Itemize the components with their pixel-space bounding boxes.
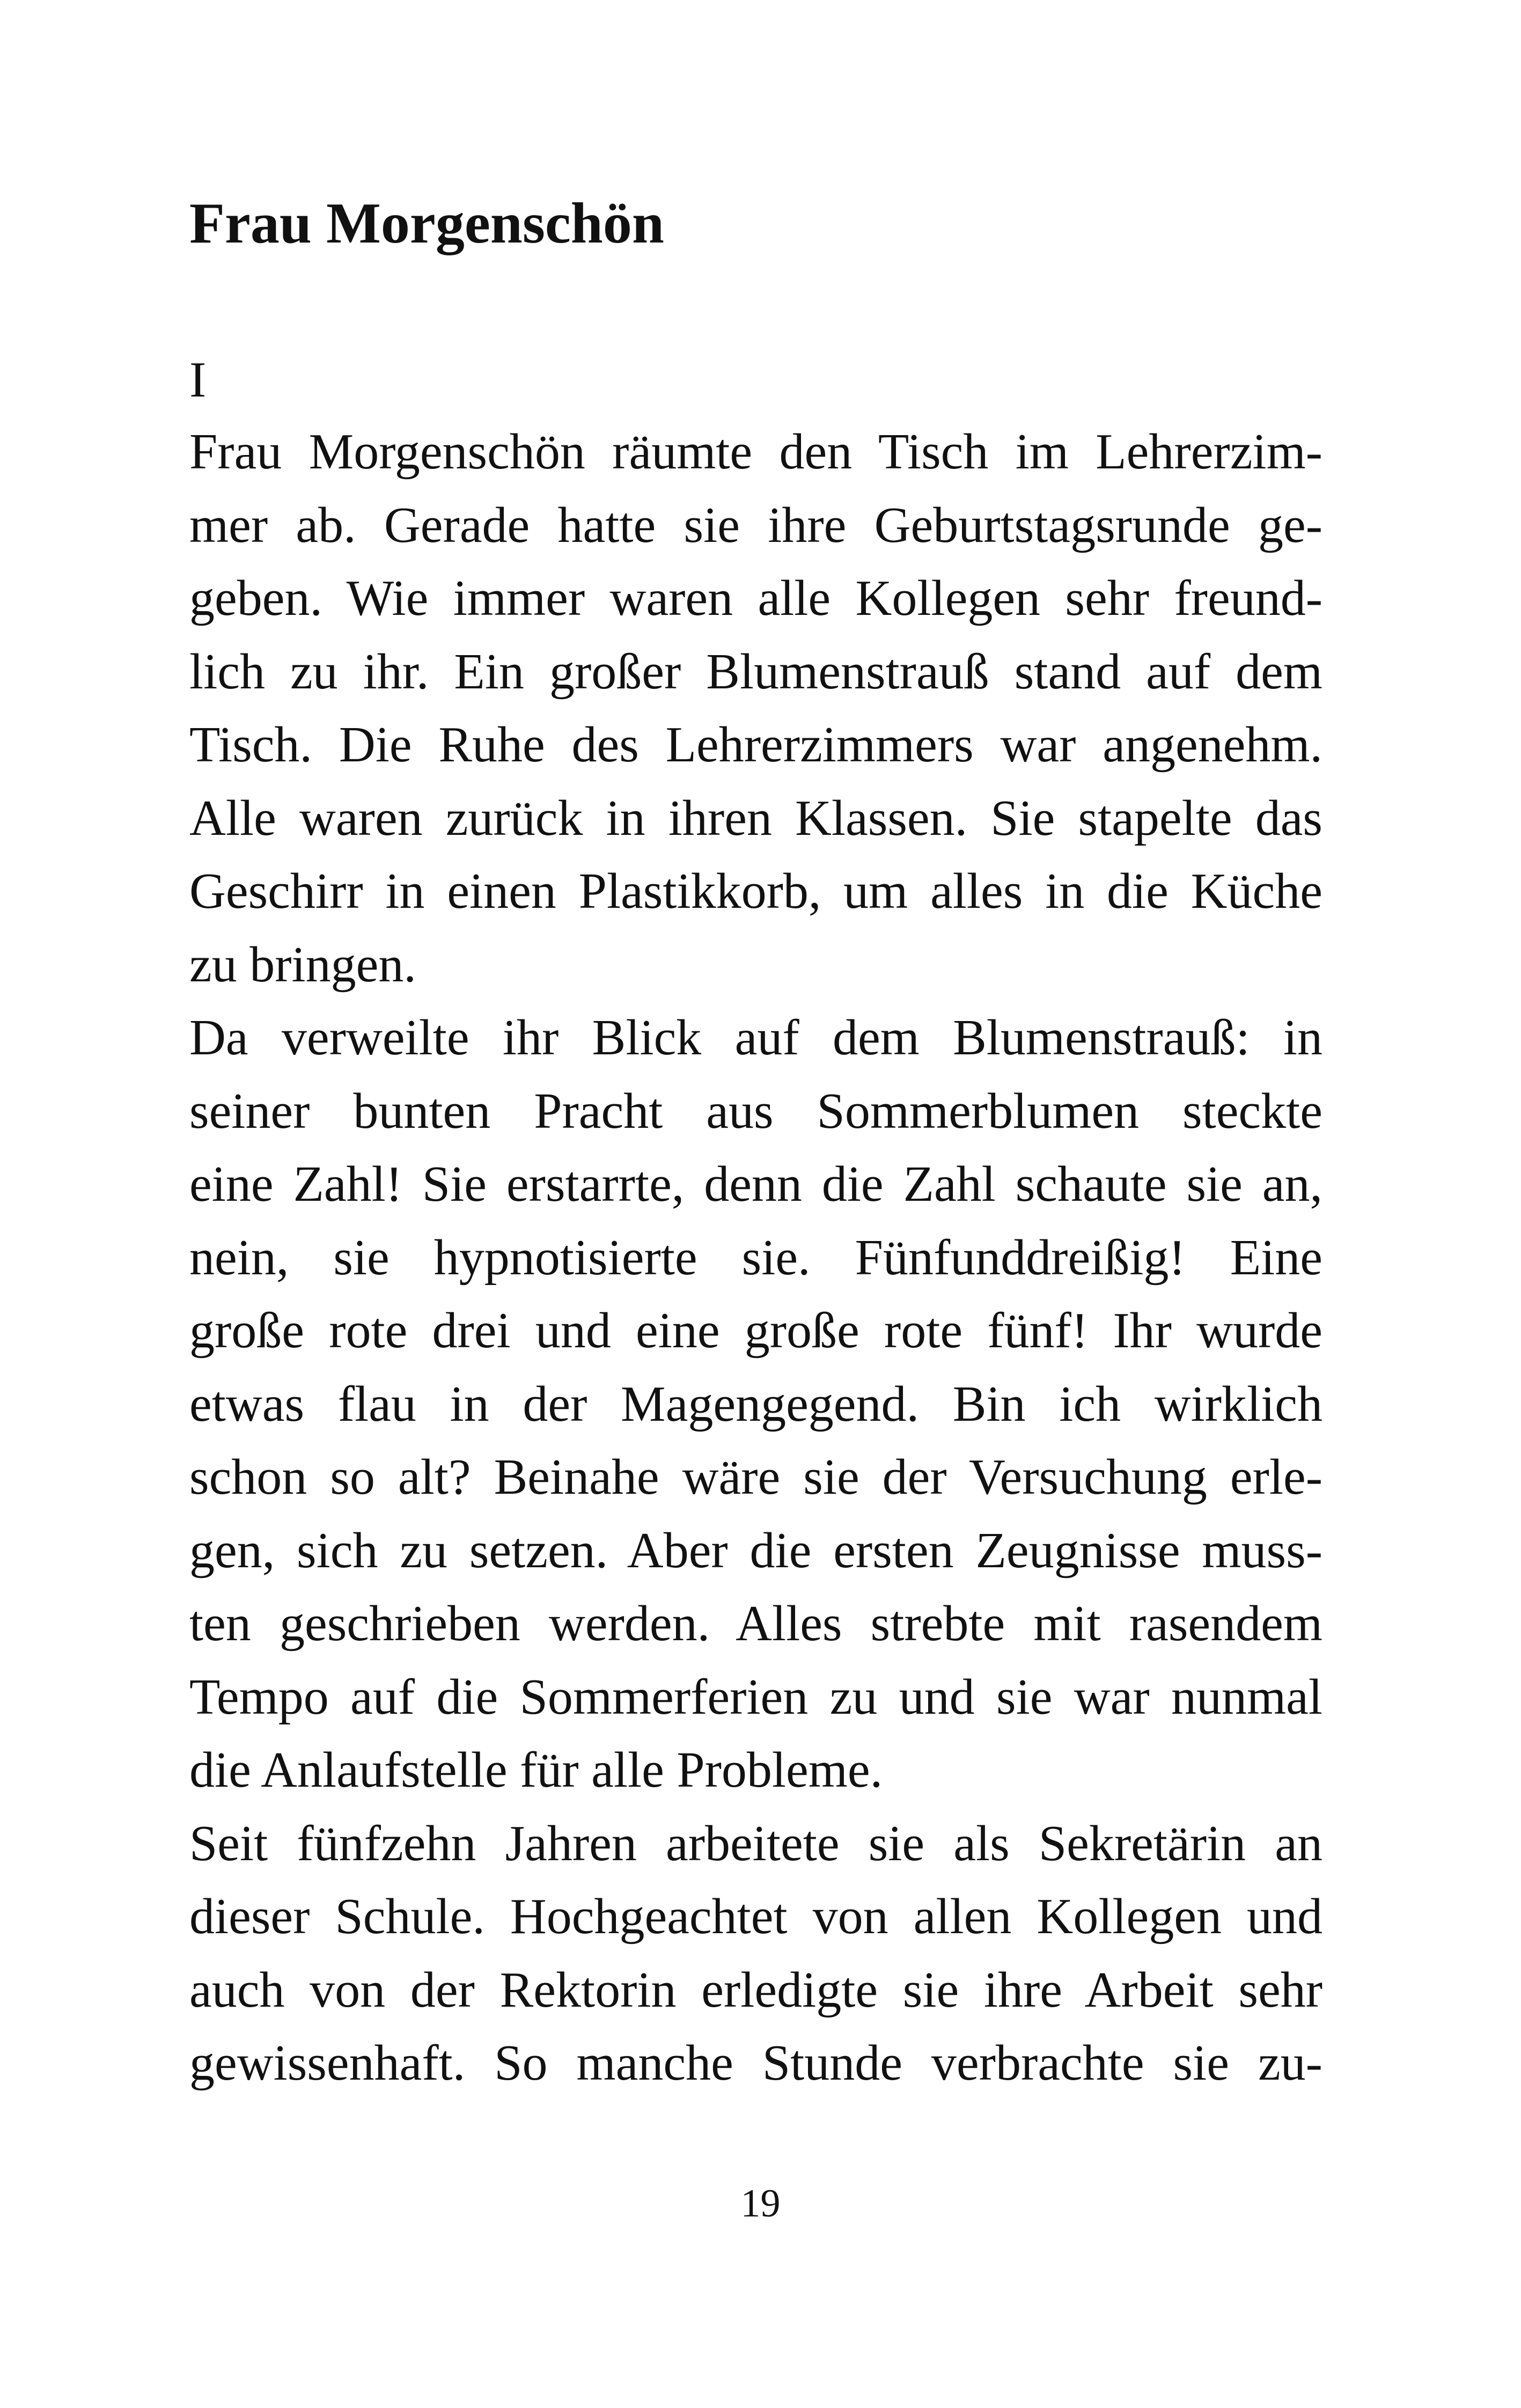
text-line: Da verweilte ihr Blick auf dem Blumenstrauß: in xyxy=(189,1010,1322,1066)
text-line: schon so alt? Beinahe wäre sie der Versuchung erle- xyxy=(189,1449,1322,1505)
page-number: 19 xyxy=(740,2182,781,2226)
chapter-title: Frau Morgenschön xyxy=(189,192,664,255)
text-line: große rote drei und eine große rote fünf! Ihr wurde xyxy=(189,1303,1322,1359)
text-line: Tempo auf die Sommerferien zu und sie war nunmal xyxy=(189,1669,1322,1725)
text-line: mer ab. Gerade hatte sie ihre Geburtstagsrunde ge- xyxy=(189,497,1322,553)
body-text xyxy=(189,415,1322,2100)
text-line: die Anlaufstelle für alle Probleme. xyxy=(189,1742,883,1798)
text-line: Alle waren zurück in ihren Klassen. Sie stapelte das xyxy=(189,790,1322,846)
text-line: ten geschrieben werden. Alles strebte mit rasendem xyxy=(189,1596,1322,1651)
text-line: etwas flau in der Magengegend. Bin ich wirklich xyxy=(189,1376,1322,1432)
text-line: nein, sie hypnotisierte sie. Fünfunddreißig! Eine xyxy=(189,1229,1322,1286)
text-line: geben. Wie immer waren alle Kollegen sehr freund- xyxy=(189,570,1322,626)
text-line: zu bringen. xyxy=(189,936,416,993)
section-marker: I xyxy=(189,352,207,408)
text-line: eine Zahl! Sie erstarrte, denn die Zahl schaute sie an, xyxy=(189,1156,1322,1212)
text-line: gen, sich zu setzen. Aber die ersten Zeugnisse muss- xyxy=(189,1522,1322,1579)
text-line: lich zu ihr. Ein großer Blumenstrauß stand auf dem xyxy=(189,643,1322,700)
text-line: seiner bunten Pracht aus Sommerblumen steckte xyxy=(189,1083,1322,1139)
text-line: auch von der Rektorin erledigte sie ihre Arbeit sehr xyxy=(189,1962,1322,2018)
text-line: gewissenhaft. So manche Stunde verbrachte sie zu- xyxy=(189,2035,1322,2091)
text-line: Frau Morgenschön räumte den Tisch im Lehrerzim- xyxy=(189,424,1322,480)
text-line: dieser Schule. Hochgeachtet von allen Kollegen und xyxy=(189,1889,1322,1944)
text-line: Seit fünfzehn Jahren arbeitete sie als Sekretärin an xyxy=(189,1815,1322,1871)
text-line: Tisch. Die Ruhe des Lehrerzimmers war angenehm. xyxy=(189,717,1322,773)
text-line: Geschirr in einen Plastikkorb, um alles in die Küche xyxy=(189,863,1322,919)
